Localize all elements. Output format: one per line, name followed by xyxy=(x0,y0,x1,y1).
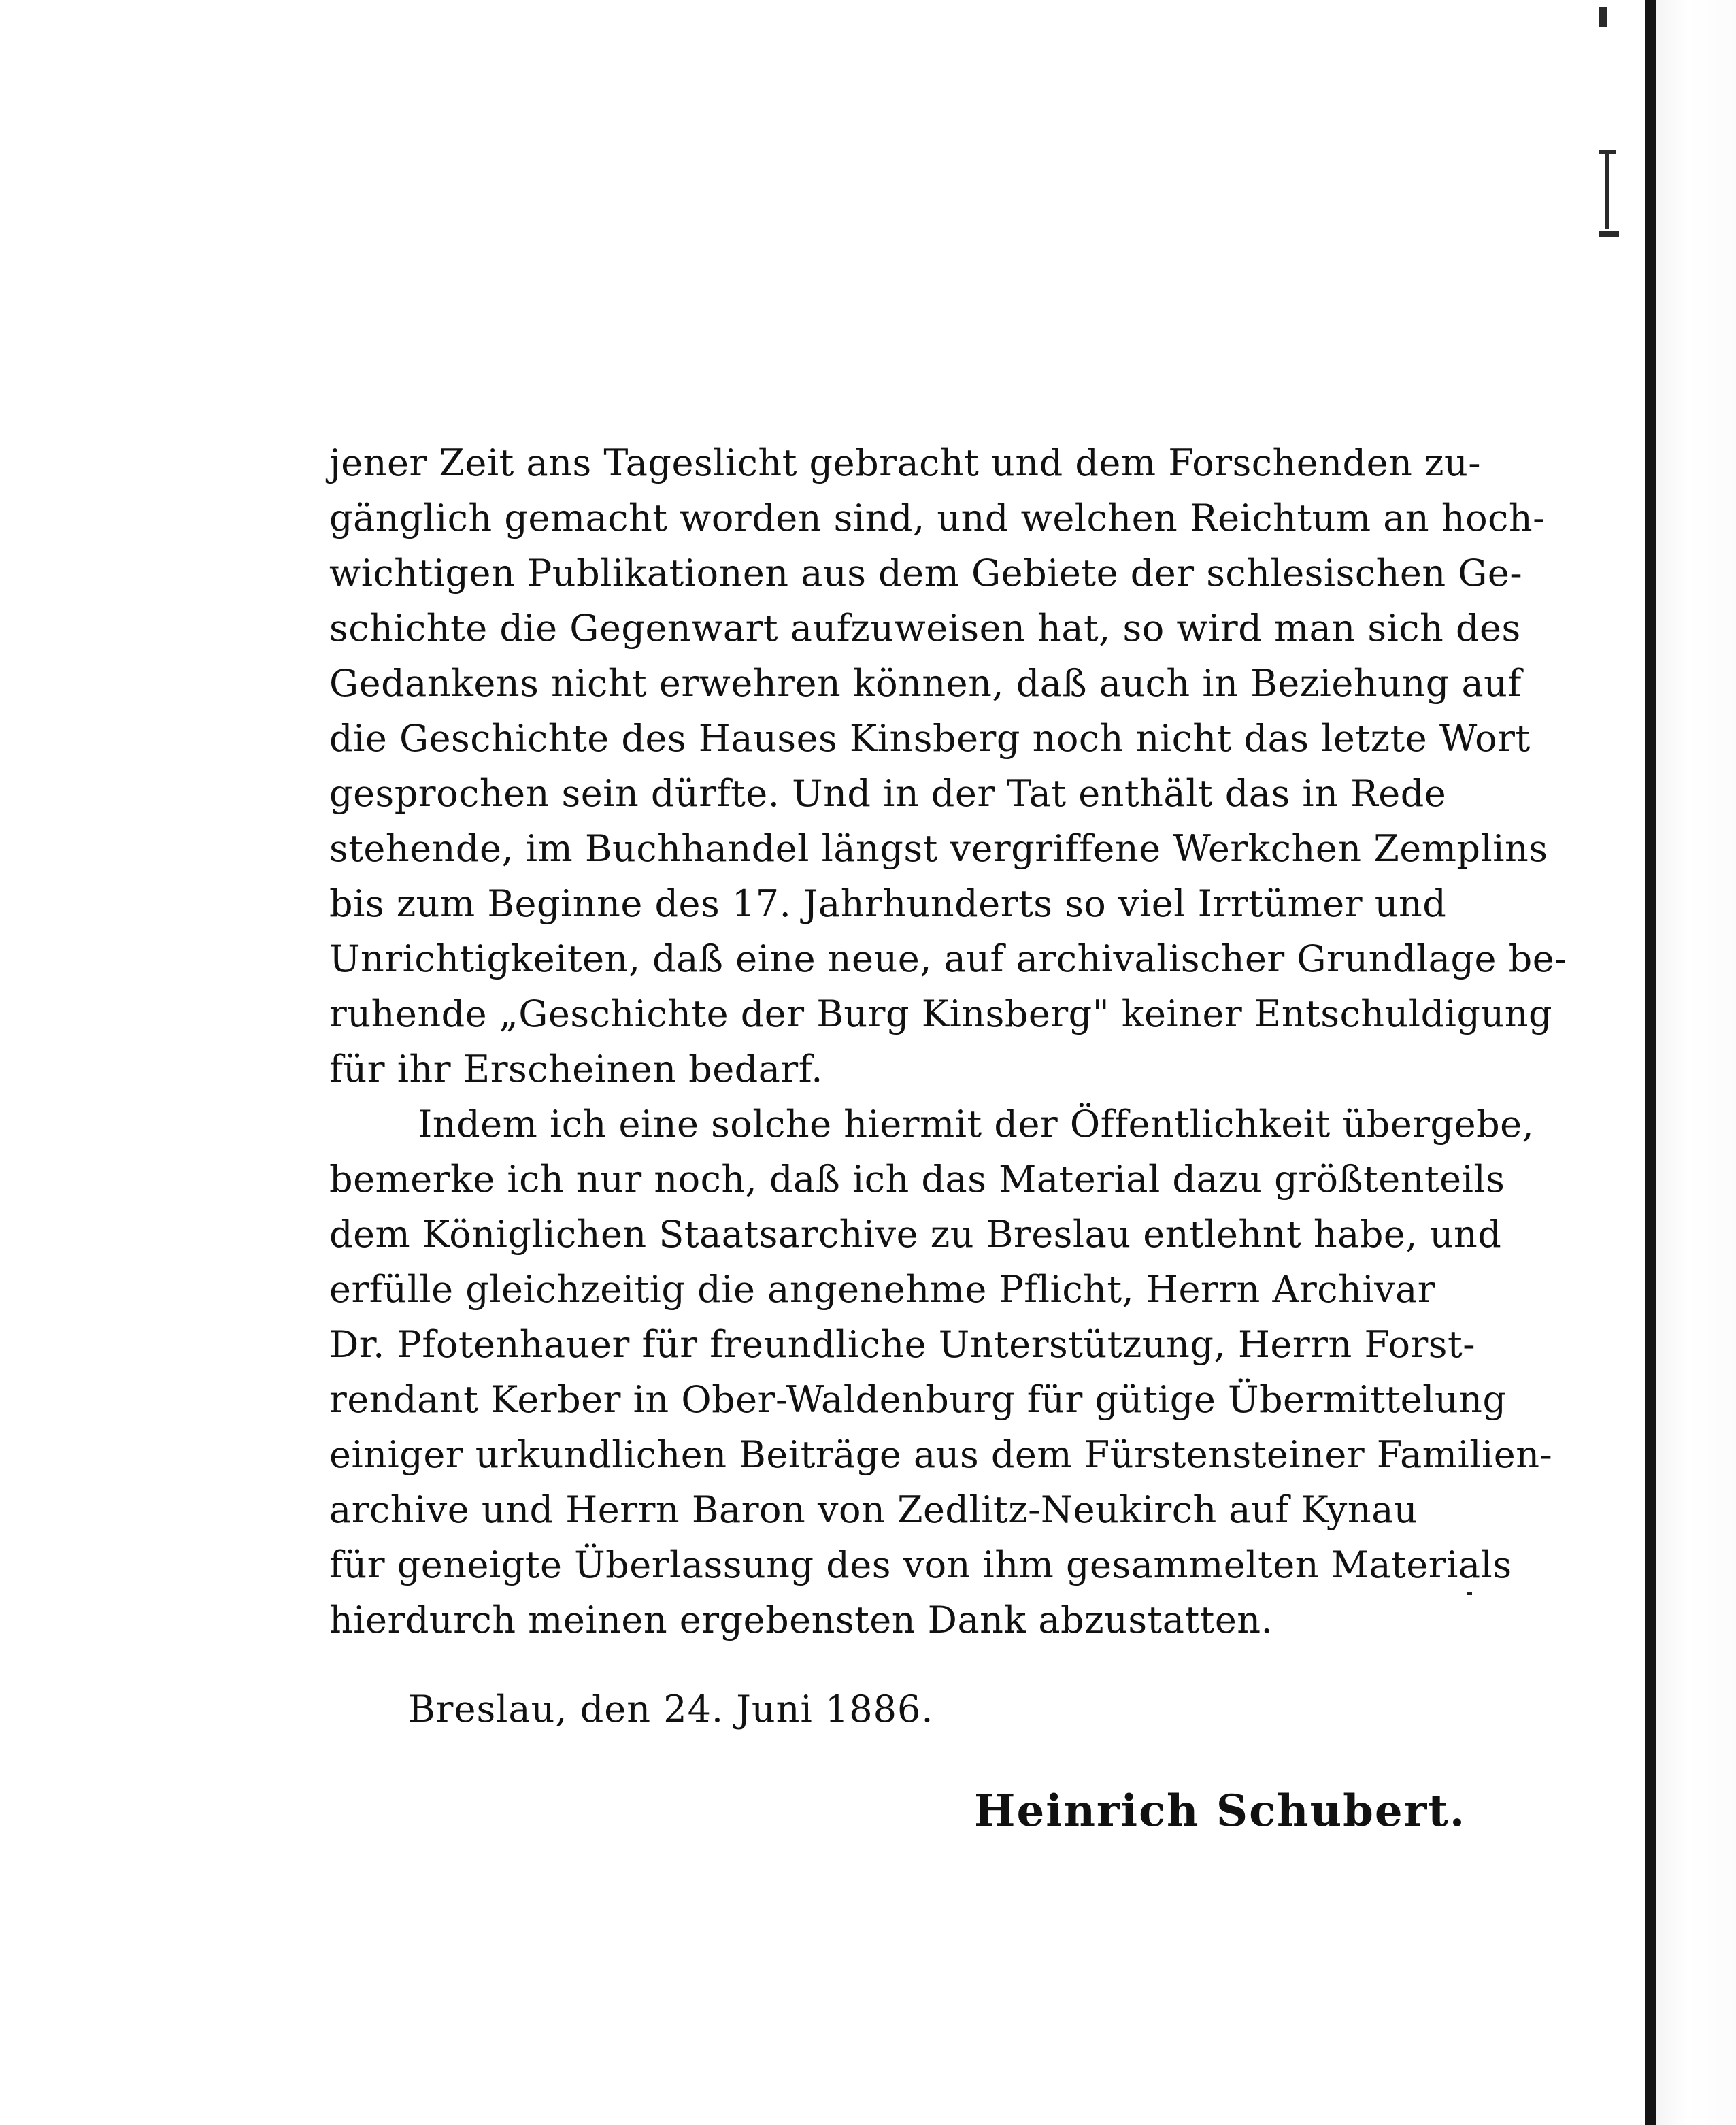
text-line: Unrichtigkeiten, daß eine neue, auf archivalischer Grundlage be- xyxy=(329,937,1567,980)
text-line: archive und Herrn Baron von Zedlitz-Neukirch auf Kynau xyxy=(329,1488,1418,1531)
dateline: Breslau, den 24. Juni 1886. xyxy=(408,1688,934,1730)
scan-artifact-dot xyxy=(1467,1592,1472,1595)
text-line: gesprochen sein dürfte. Und in der Tat enthält das in Rede xyxy=(329,772,1447,815)
text-line: schichte die Gegenwart aufzuweisen hat, so wird man sich des xyxy=(329,607,1521,650)
text-line: erfülle gleichzeitig die angenehme Pflicht, Herrn Archivar xyxy=(329,1268,1436,1311)
text-line: hierdurch meinen ergebensten Dank abzustatten. xyxy=(329,1599,1273,1641)
scan-artifact-mark xyxy=(1599,7,1607,27)
paragraph-2 xyxy=(329,1097,1553,1647)
text-line: jener Zeit ans Tageslicht gebracht und dem Forschenden zu- xyxy=(329,441,1481,484)
text-line: für geneigte Überlassung des von ihm gesammelten Materials xyxy=(329,1543,1512,1586)
scan-edge-border xyxy=(1645,0,1656,2125)
text-line: bemerke ich nur noch, daß ich das Material dazu größtenteils xyxy=(329,1158,1505,1201)
text-line: einiger urkundlichen Beiträge aus dem Fürstensteiner Familien- xyxy=(329,1433,1553,1476)
body-text xyxy=(329,435,1567,1647)
text-line: wichtigen Publikationen aus dem Gebiete der schlesischen Ge- xyxy=(329,552,1523,595)
scan-margin-strip xyxy=(1656,0,1736,2125)
scan-artifact-mark xyxy=(1605,154,1609,229)
text-line: gänglich gemacht worden sind, und welchen Reichtum an hoch- xyxy=(329,497,1546,539)
text-line: dem Königlichen Staatsarchive zu Breslau entlehnt habe, und xyxy=(329,1213,1502,1256)
author-signature: Heinrich Schubert. xyxy=(974,1786,1467,1837)
text-line: ruhende „Geschichte der Burg Kinsberg" keiner Entschuldigung xyxy=(329,992,1553,1035)
text-line: für ihr Erscheinen bedarf. xyxy=(329,1048,823,1090)
text-line: stehende, im Buchhandel längst vergriffene Werkchen Zemplins xyxy=(329,827,1548,870)
text-line: bis zum Beginne des 17. Jahrhunderts so viel Irrtümer und xyxy=(329,882,1447,925)
text-line: Gedankens nicht erwehren können, daß auch in Beziehung auf xyxy=(329,662,1522,705)
text-line: Indem ich eine solche hiermit der Öffentlichkeit übergebe, xyxy=(418,1103,1535,1145)
text-line: Dr. Pfotenhauer für freundliche Unterstützung, Herrn Forst- xyxy=(329,1323,1475,1366)
text-line: rendant Kerber in Ober-Waldenburg für gütige Übermittelung xyxy=(329,1378,1507,1421)
text-line: die Geschichte des Hauses Kinsberg noch nicht das letzte Wort xyxy=(329,717,1531,760)
paragraph-1 xyxy=(329,435,1567,1097)
scan-artifact-mark xyxy=(1599,231,1619,237)
